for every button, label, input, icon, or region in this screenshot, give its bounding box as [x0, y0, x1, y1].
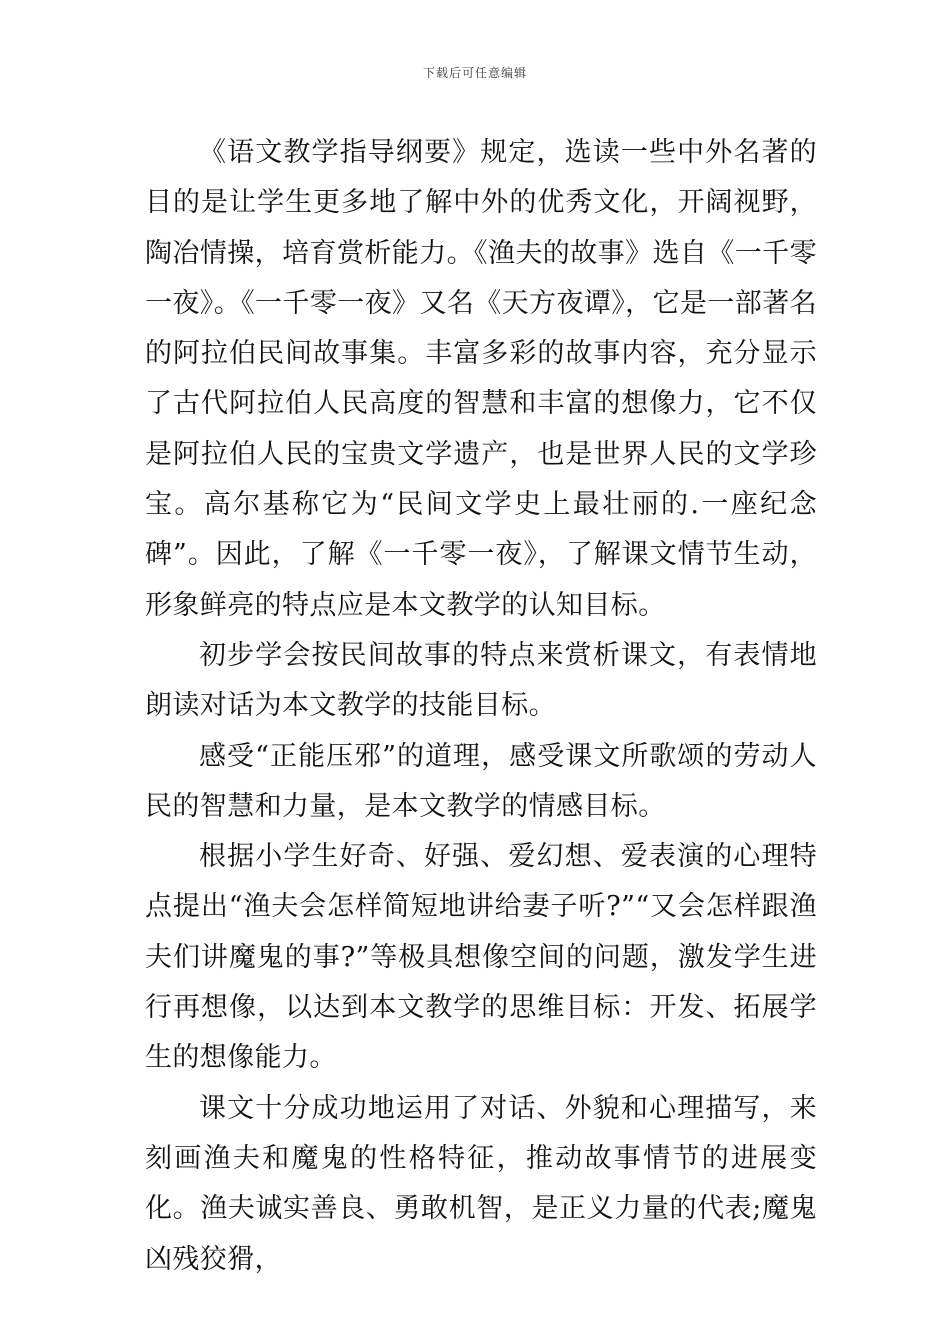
paragraph-thinking-goal: 根据小学生好奇、好强、爱幻想、爱表演的心理特点提出“渔夫会怎样简短地讲给妻子听?”“又会怎样跟渔夫们讲魔鬼的事?”等极具想像空间的问题，激发学生进行再想像，以达到本文教学的思维目标：开发、拓展学生的想像能力。	[145, 841, 817, 1074]
page-header-note: 下载后可任意编辑	[422, 66, 527, 80]
paragraph-intro: 《语文教学指导纲要》规定，选读一些中外名著的目的是让学生更多地了解中外的优秀文化，开阔视野，陶冶情操，培育赏析能力。《渔夫的故事》选自《一千零一夜》。《一千零一夜》又名《天方夜谭》，它是一部著名的阿拉伯民间故事集。丰富多彩的故事内容，充分显示了古代阿拉伯人民高度的智慧和丰富的想像力，它不仅是阿拉伯人民的宝贵文学遗产，也是世界人民的文学珍宝。高尔基称它为“民间文学史上最壮丽的.一座纪念碑”。因此，了解《一千零一夜》，了解课文情节生动，形象鲜亮的特点应是本文教学的认知目标。	[145, 137, 817, 621]
paragraph-skill-goal: 初步学会按民间故事的特点来赏析课文，有表情地朗读对话为本文教学的技能目标。	[145, 639, 817, 722]
paragraph-emotion-goal: 感受“正能压邪”的道理，感受课文所歌颂的劳动人民的智慧和力量，是本文教学的情感目标。	[145, 740, 817, 822]
paragraph-character-analysis: 课文十分成功地运用了对话、外貌和心理描写，来刻画渔夫和魔鬼的性格特征，推动故事情节的进展变化。渔夫诚实善良、勇敢机智，是正义力量的代表;魔鬼凶残狡猾，	[145, 1092, 817, 1275]
document-body	[145, 128, 817, 1285]
